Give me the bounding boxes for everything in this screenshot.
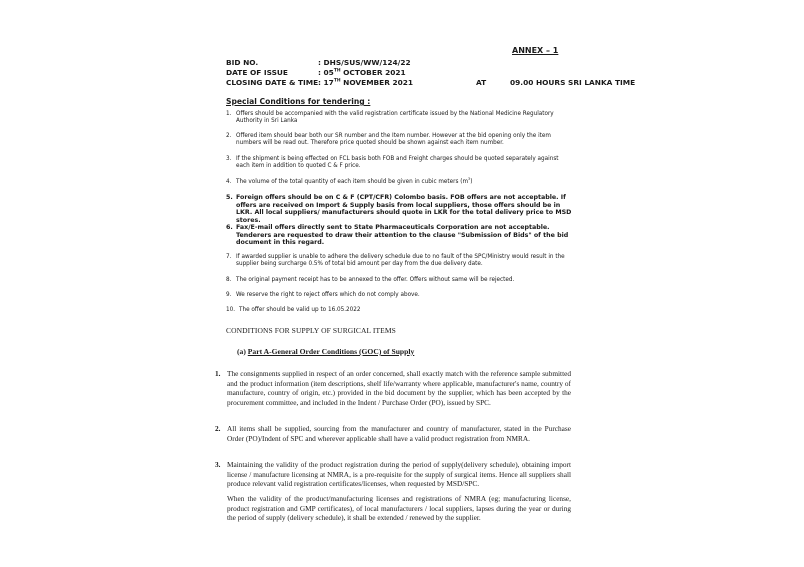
general-condition-3: 3. Maintaining the validity of the product registration during the period of supply(delivery schedule), obtaining import license / manufacture licensing at NMRA, is a pre-requisite for the supply of surgical items. Hence all suppliers shall produce relevant valid registration certificates/licenses, when requested by MSD/SPC.: [215, 460, 571, 489]
special-condition-6: 6. Fax/E-mail offers directly sent to State Pharmaceuticals Corporation are not acceptable. Tenderers are requested to draw their attention to the clause "Submission of Bids" of the bid document in this regard.: [226, 224, 569, 247]
special-condition-9: 9. We reserve the right to reject offers which do not comply above.: [226, 292, 420, 298]
annex-label: ANNEX – 1: [512, 46, 559, 55]
special-condition-4: 4. The volume of the total quantity of each item should be given in cubic meters $(m^3)$: [226, 177, 473, 185]
closing-date-value: : 17TH NOVEMBER 2021: [318, 78, 414, 87]
issue-date-label: DATE OF ISSUE: [226, 68, 288, 77]
special-condition-10: 10. The offer should be valid up to 16.05.2022: [226, 307, 361, 313]
special-condition-1: 1. Offers should be accompanied with the valid registration certificate issued by the National Medicine Regulatory Authority in Sri Lanka: [226, 111, 554, 125]
conditions-heading: CONDITIONS FOR SUPPLY OF SURGICAL ITEMS: [226, 326, 396, 335]
special-conditions-heading: Special Conditions for tendering :: [226, 97, 371, 106]
special-condition-5: 5. Foreign offers should be on C & F (CPT/CFR) Colombo basis. FOB offers are not acceptable. If offers are received on Import & Supply basis from local suppliers, those offers should be in LKR. All local suppliers/ manufacturers should quote in LKR for the total delivery price to MSD stores.: [226, 194, 572, 224]
special-condition-8: 8. The original payment receipt has to be annexed to the offer. Offers without same will be rejected.: [226, 277, 515, 283]
bid-no-label: BID NO.: [226, 58, 259, 67]
closing-date-label: CLOSING DATE & TIME: [226, 78, 319, 87]
closing-at: AT: [476, 78, 487, 87]
issue-date-value: : 05TH OCTOBER 2021: [318, 68, 406, 77]
special-condition-2: 2. Offered item should bear both our SR number and the Item number. However at the bid opening only the item numbers will be read out. Therefore price quoted should be shown against each item number.: [226, 133, 551, 147]
closing-time: 09.00 HOURS SRI LANKA TIME: [510, 78, 636, 87]
part-a-heading: (a) Part A-General Order Conditions (GOC) of Supply: [237, 347, 415, 356]
special-condition-3: 3. If the shipment is being effected on FCL basis both FOB and Freight charges should be quoted separately against each item in addition to quoted C & F price.: [226, 156, 559, 170]
general-condition-2: 2. All items shall be supplied, sourcing from the manufacturer and country of manufacturer, stated in the Purchase Order (PO)/Indent of SPC and wherever applicable shall have a valid product registration from NMRA.: [215, 424, 571, 443]
general-condition-3-continuation: When the validity of the product/manufacturing licenses and registrations of NMRA (eg; manufacturing license, product registration and GMP certificates), of local manufacturers / local suppliers, lapses during the year or during the period of supply (delivery schedule), it shall be extended / renewed by the supplier.: [227, 494, 571, 523]
special-condition-7: 7. If awarded supplier is unable to adhere the delivery schedule due to no fault of the SPC/Ministry would result in the supplier being surcharge 0.5% of total bid amount per day from the due delivery date.: [226, 254, 565, 268]
general-condition-1: 1. The consignments supplied in respect of an order concerned, shall exactly match with the reference sample submitted and the product information (item descriptions, shelf life/warranty where applicable, manufacturer's name, country of manufacture, country of origin, etc.) provided in the bid document by the supplier, which has been accepted by the procurement committee, and included in the Indent / Purchase Order (PO), issued by SPC.: [215, 369, 571, 407]
bid-no-value: : DHS/SUS/WW/124/22: [318, 58, 411, 67]
